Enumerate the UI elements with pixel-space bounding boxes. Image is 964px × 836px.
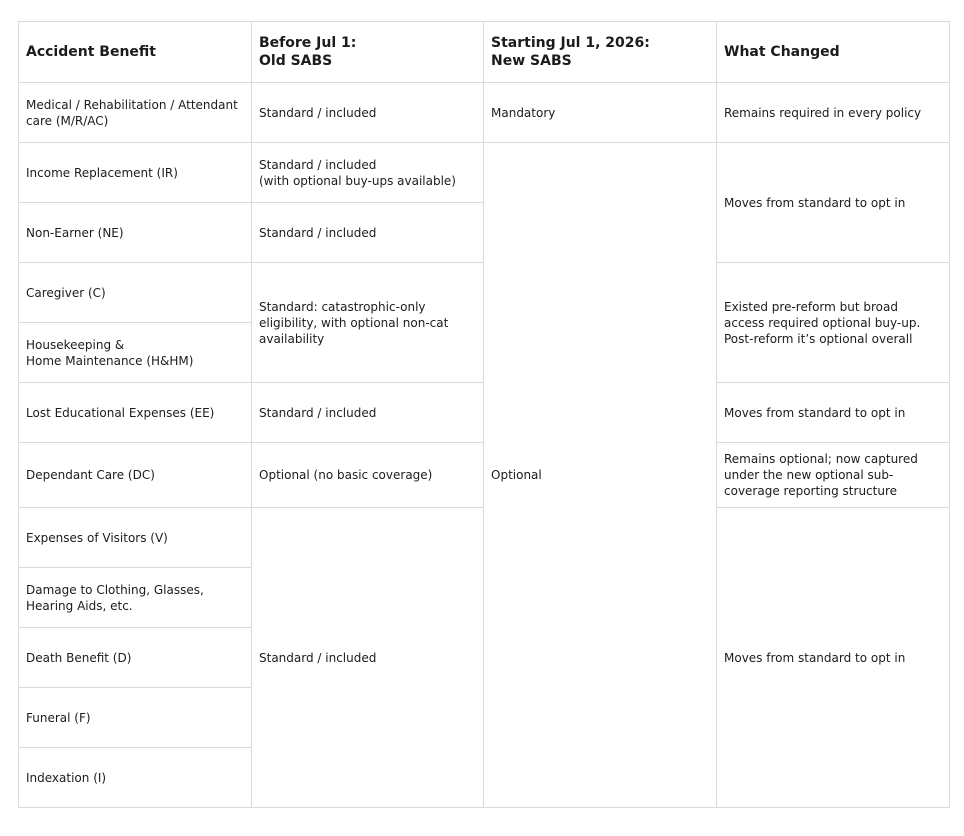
header-what-changed: What Changed <box>717 22 950 83</box>
benefit-cell: Dependant Care (DC) <box>19 443 252 508</box>
old-sabs-cell: Standard / included <box>252 508 484 808</box>
new-sabs-cell: Mandatory <box>484 83 717 143</box>
change-cell: Remains required in every policy <box>717 83 950 143</box>
header-accident-benefit: Accident Benefit <box>19 22 252 83</box>
benefit-cell: Housekeeping & Home Maintenance (H&HM) <box>19 323 252 383</box>
benefit-cell: Caregiver (C) <box>19 263 252 323</box>
sabs-comparison-table <box>18 21 950 808</box>
change-cell: Moves from standard to opt in <box>717 508 950 808</box>
old-sabs-cell: Standard / included (with optional buy-ups available) <box>252 143 484 203</box>
benefit-cell: Non-Earner (NE) <box>19 203 252 263</box>
header-row <box>19 22 950 83</box>
table-row <box>19 143 950 203</box>
change-cell: Moves from standard to opt in <box>717 143 950 263</box>
header-old-sabs: Before Jul 1: Old SABS <box>252 22 484 83</box>
old-sabs-cell: Standard / included <box>252 203 484 263</box>
benefit-cell: Funeral (F) <box>19 688 252 748</box>
benefit-cell: Medical / Rehabilitation / Attendant care (M/R/AC) <box>19 83 252 143</box>
change-cell: Moves from standard to opt in <box>717 383 950 443</box>
old-sabs-cell: Standard / included <box>252 383 484 443</box>
header-new-sabs: Starting Jul 1, 2026: New SABS <box>484 22 717 83</box>
benefit-cell: Damage to Clothing, Glasses, Hearing Aids, etc. <box>19 568 252 628</box>
old-sabs-cell: Optional (no basic coverage) <box>252 443 484 508</box>
benefit-cell: Income Replacement (IR) <box>19 143 252 203</box>
table-row <box>19 83 950 143</box>
benefit-cell: Indexation (I) <box>19 748 252 808</box>
change-cell: Remains optional; now captured under the new optional sub-coverage reporting structure <box>717 443 950 508</box>
old-sabs-cell: Standard / included <box>252 83 484 143</box>
benefit-cell: Death Benefit (D) <box>19 628 252 688</box>
new-sabs-cell: Optional <box>484 143 717 808</box>
benefit-cell: Expenses of Visitors (V) <box>19 508 252 568</box>
change-cell: Existed pre-reform but broad access required optional buy-up. Post-reform it’s optional overall <box>717 263 950 383</box>
old-sabs-cell: Standard: catastrophic-only eligibility, with optional non-cat availability <box>252 263 484 383</box>
benefit-cell: Lost Educational Expenses (EE) <box>19 383 252 443</box>
